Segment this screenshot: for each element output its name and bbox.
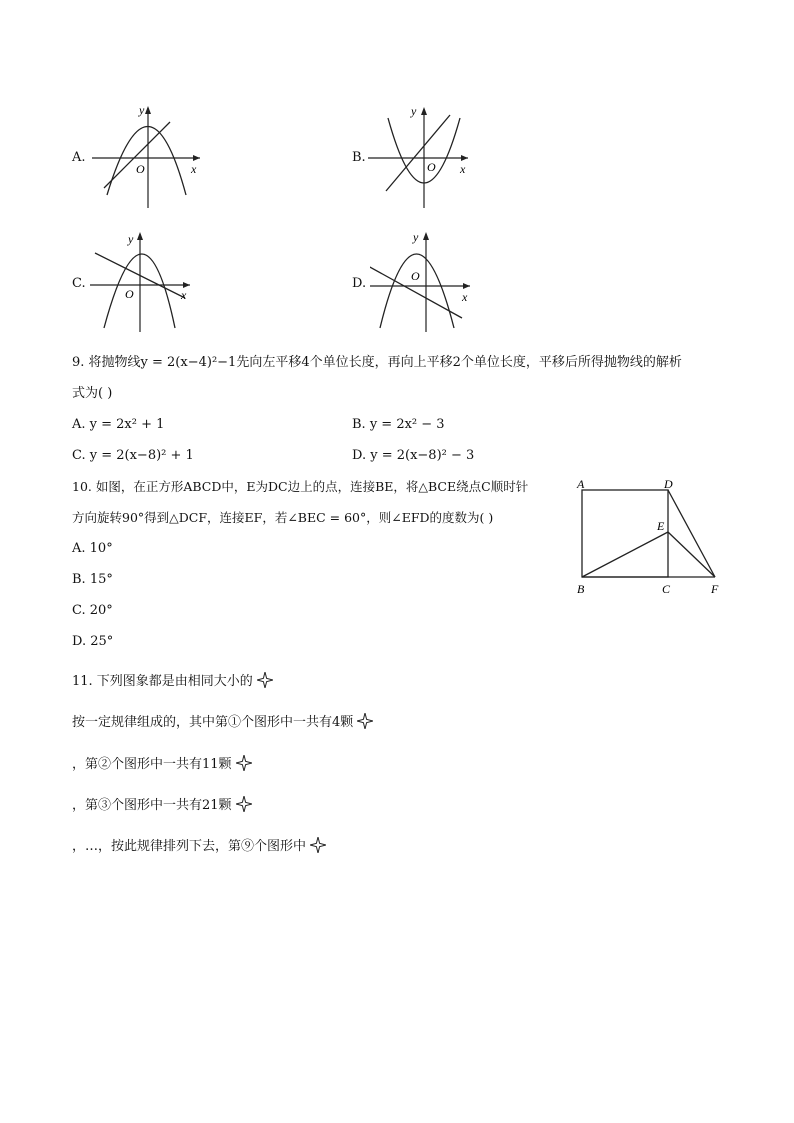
- question-11-line4: [72, 796, 252, 814]
- figure-label-c: C: [662, 582, 671, 596]
- question-11-line5: [72, 837, 326, 855]
- question-10-text-line2: 方向旋转90°得到△DCF，连接EF，若∠BEC = 60°，则∠EFD的度数为( ): [72, 510, 494, 525]
- four-point-star-icon: [257, 672, 273, 688]
- question-11-line1: [72, 672, 273, 690]
- four-point-star-icon: [236, 755, 252, 771]
- question-9-text-line2: 式为( ): [72, 386, 113, 401]
- graph-c-y-label: y: [128, 232, 134, 246]
- graph-d-origin-label: O: [411, 269, 420, 283]
- question-9-text-line1: 9. 将抛物线y = 2(x−4)²−1先向左平移4个单位长度，再向上平移2个单位长度，平移后所得抛物线的解析: [72, 355, 682, 370]
- question-9-option-c: C. y = 2(x−8)² + 1: [72, 448, 194, 463]
- graph-b-origin-label: O: [427, 160, 436, 174]
- graph-b-x-label: x: [460, 162, 466, 176]
- figure-label-b: B: [577, 582, 585, 596]
- graph-c-origin-label: O: [125, 287, 134, 301]
- graph-d-x-label: x: [462, 290, 468, 304]
- question-9-option-a: A. y = 2x² + 1: [72, 417, 165, 432]
- question-11-line2: [72, 713, 373, 731]
- graph-option-d: [370, 228, 480, 336]
- question-10-option-d: D. 25°: [72, 634, 114, 649]
- figure-label-f: F: [711, 582, 719, 596]
- graph-option-c: [90, 228, 200, 336]
- four-point-star-icon: [310, 837, 326, 853]
- graph-option-a-letter: A.: [72, 150, 86, 165]
- graph-b-y-label: y: [411, 104, 417, 118]
- question-9-option-d: D. y = 2(x−8)² − 3: [352, 448, 475, 463]
- question-11-line5-text: ，…，按此规律排列下去，第⑨个图形中: [72, 839, 307, 854]
- graph-a-x-label: x: [191, 162, 197, 176]
- figure-label-e: E: [657, 519, 665, 533]
- graph-a-origin-label: O: [136, 162, 145, 176]
- question-11-line2-text: 按一定规律组成的，其中第①个图形中一共有4颗: [72, 715, 354, 730]
- four-point-star-icon: [236, 796, 252, 812]
- question-10-square-figure: [572, 474, 728, 600]
- question-10-option-b: B. 15°: [72, 572, 113, 587]
- question-10-text-line1: 10. 如图，在正方形ABCD中，E为DC边上的点，连接BE，将△BCE绕点C顺时针: [72, 479, 529, 494]
- figure-label-d: D: [664, 477, 673, 491]
- graph-option-a: [92, 100, 207, 212]
- graph-a-y-label: y: [139, 103, 145, 117]
- graph-c-x-label: x: [181, 288, 187, 302]
- graph-option-b-letter: B.: [352, 150, 366, 165]
- question-11-line1-text: 11. 下列图象都是由相同大小的: [72, 674, 253, 689]
- figure-label-a: A: [577, 477, 585, 491]
- question-10-option-c: C. 20°: [72, 603, 113, 618]
- question-11-line3: [72, 755, 252, 773]
- question-11-line3-text: ，第②个图形中一共有11颗: [72, 757, 232, 772]
- question-11-line4-text: ，第③个图形中一共有21颗: [72, 798, 232, 813]
- graph-option-c-letter: C.: [72, 276, 86, 291]
- graph-d-y-label: y: [413, 230, 419, 244]
- four-point-star-icon: [357, 713, 373, 729]
- question-10-option-a: A. 10°: [72, 541, 113, 556]
- question-9-option-b: B. y = 2x² − 3: [352, 417, 445, 432]
- graph-option-d-letter: D.: [352, 276, 367, 291]
- graph-option-b: [368, 103, 480, 213]
